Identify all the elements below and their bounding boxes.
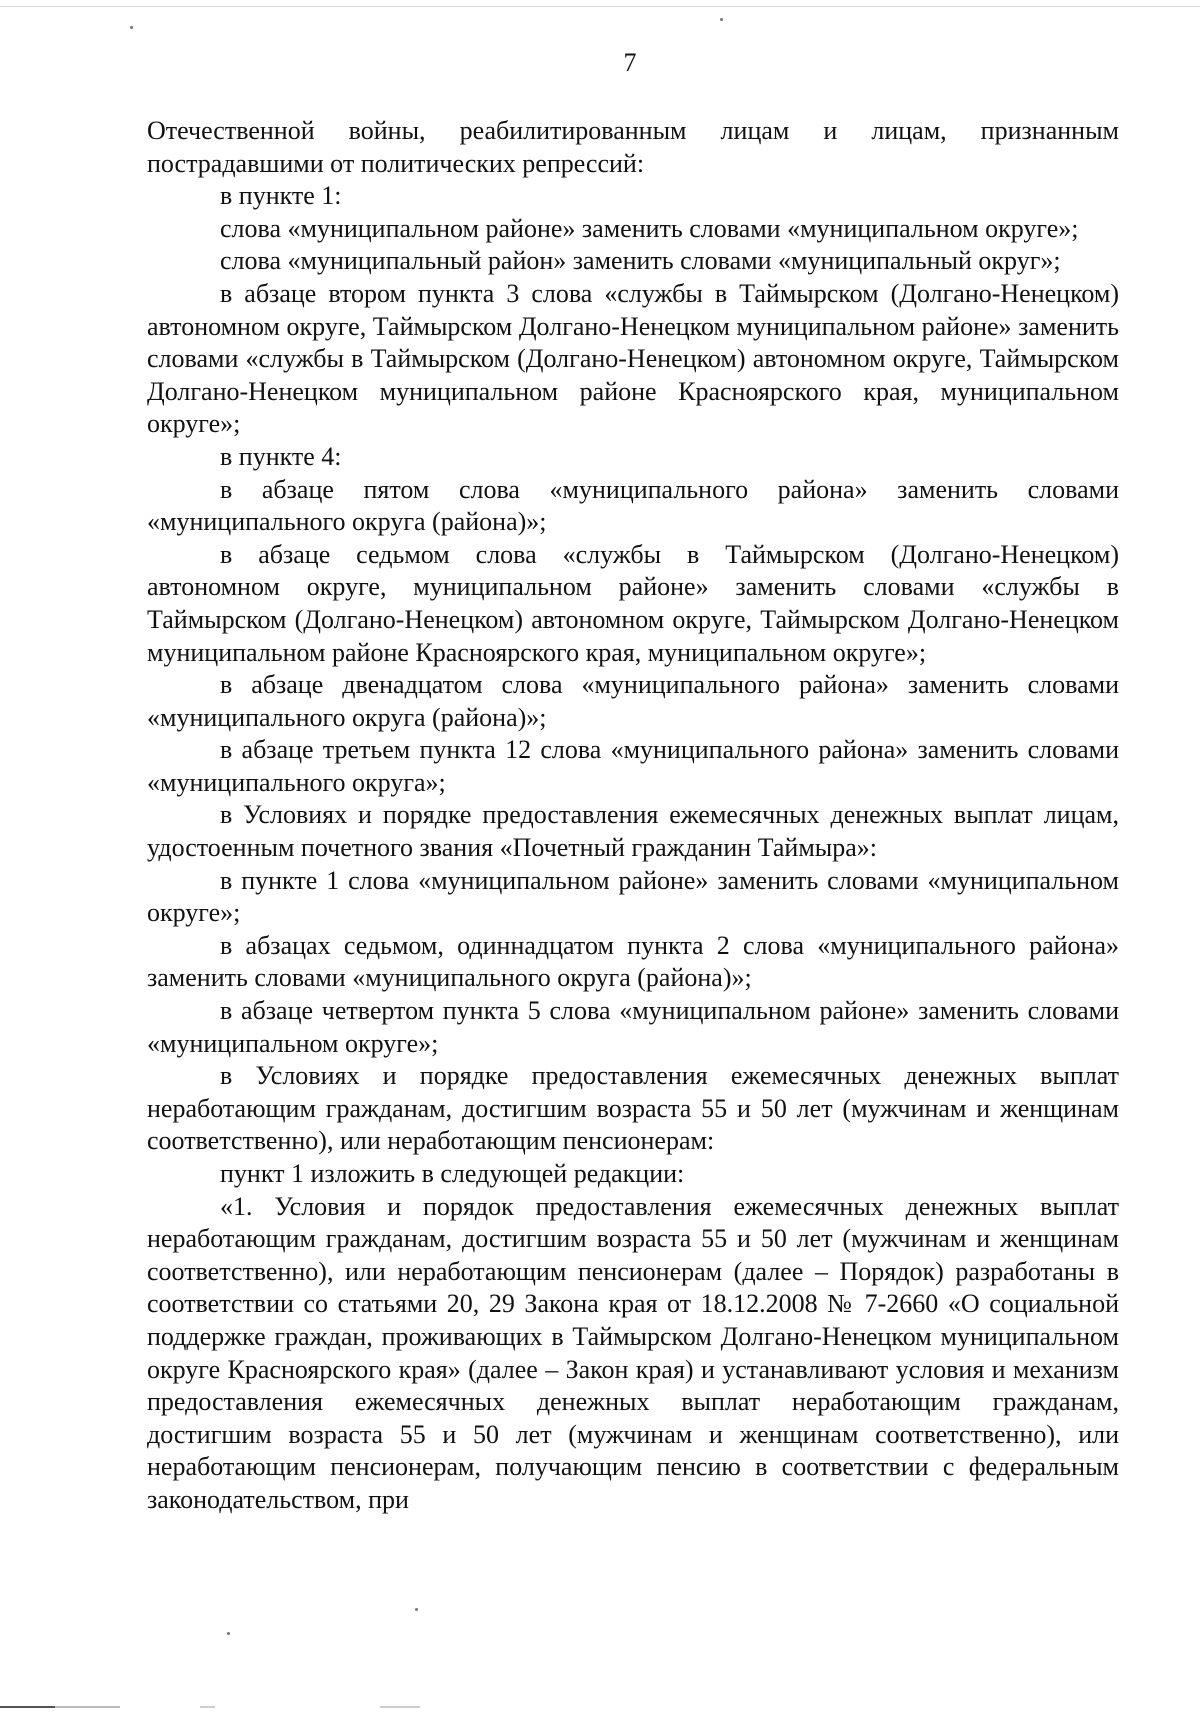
document-body (147, 115, 1119, 1517)
scan-speck (227, 1632, 230, 1635)
paragraph: в Условиях и порядке предоставления ежемесячных денежных выплат неработающим гражданам, достигшим возраста 55 и 50 лет (мужчинам и женщинам соответственно), или неработающим пенсионерам: (147, 1061, 1119, 1156)
paragraph: в абзаце втором пункта 3 слова «службы в Таймырском (Долгано-Ненецком) автономном округе, Таймырском Долгано-Ненецком муниципальном районе» заменить словами «службы в Таймырском (Долгано-Ненецком) автономном округе, Таймырском Долгано-Ненецком муниципальном районе Красноярского края, муниципальном округе»; (147, 278, 1119, 439)
scan-top-edge (0, 6, 1200, 7)
paragraph: в Условиях и порядке предоставления ежемесячных денежных выплат лицам, удостоенным почетного звания «Почетный гражданин Таймыра»: (147, 800, 1119, 863)
paragraph: Отечественной войны, реабилитированным лицам и лицам, признанным пострадавшими от политических репрессий: (147, 116, 1119, 178)
paragraph: в абзаце седьмом слова «службы в Таймырском (Долгано-Ненецком) автономном округе, муниципальном районе» заменить словами «службы в Таймырском (Долгано-Ненецком) автономном округе, Таймырском Долгано-Ненецком муниципальном районе Красноярского края, муниципальном округе»; (147, 539, 1119, 667)
paragraph: слова «муниципальном районе» заменить словами «муниципальном округе»; (220, 213, 1079, 243)
scan-speck (720, 18, 723, 21)
paragraph: в абзацах седьмом, одиннадцатом пункта 2 слова «муниципального района» заменить словами «муниципального округа (района)»; (147, 930, 1119, 993)
paragraph: в абзаце пятом слова «муниципального района» заменить словами «муниципального округа (района)»; (147, 474, 1119, 537)
paragraph: в абзаце четвертом пункта 5 слова «муниципальном районе» заменить словами «муниципальном округе»; (147, 996, 1119, 1058)
paragraph: в пункте 1: (220, 181, 342, 211)
paragraph: «1. Условия и порядок предоставления ежемесячных денежных выплат неработающим гражданам, достигшим возраста 55 и 50 лет (мужчинам и женщинам соответственно), или неработающим пенсионерам (далее – Порядок) разработаны в соответствии со статьями 20, 29 Закона края от 18.12.2008 № 7-2660 «О социальной поддержке граждан, проживающих в Таймырском Долгано-Ненецком муниципальном округе Красноярского края» (далее – Закон края) и устанавливают условия и механизм предоставления ежемесячных денежных выплат неработающим гражданам, достигшим возраста 55 и 50 лет (мужчинам и женщинам соответственно), или неработающим пенсионерам, получающим пенсию в соответствии с федеральным законодательством, при (147, 1191, 1119, 1514)
paragraph: в абзаце третьем пункта 12 слова «муниципального района» заменить словами «муниципального округа»; (147, 735, 1119, 797)
paragraph: пункт 1 изложить в следующей редакции: (220, 1159, 685, 1188)
paragraph: в пункте 4: (220, 441, 342, 471)
paragraph: в абзаце двенадцатом слова «муниципального района» заменить словами «муниципального округа (района)»; (147, 670, 1119, 732)
scan-bottom-edge (0, 1706, 1200, 1708)
scan-speck (415, 1608, 418, 1611)
page-number: 7 (623, 48, 637, 77)
scan-speck (130, 26, 133, 29)
paragraph: слова «муниципальный район» заменить словами «муниципальный округ»; (220, 246, 1061, 276)
paragraph: в пункте 1 слова «муниципальном районе» заменить словами «муниципальном округе»; (147, 865, 1119, 928)
